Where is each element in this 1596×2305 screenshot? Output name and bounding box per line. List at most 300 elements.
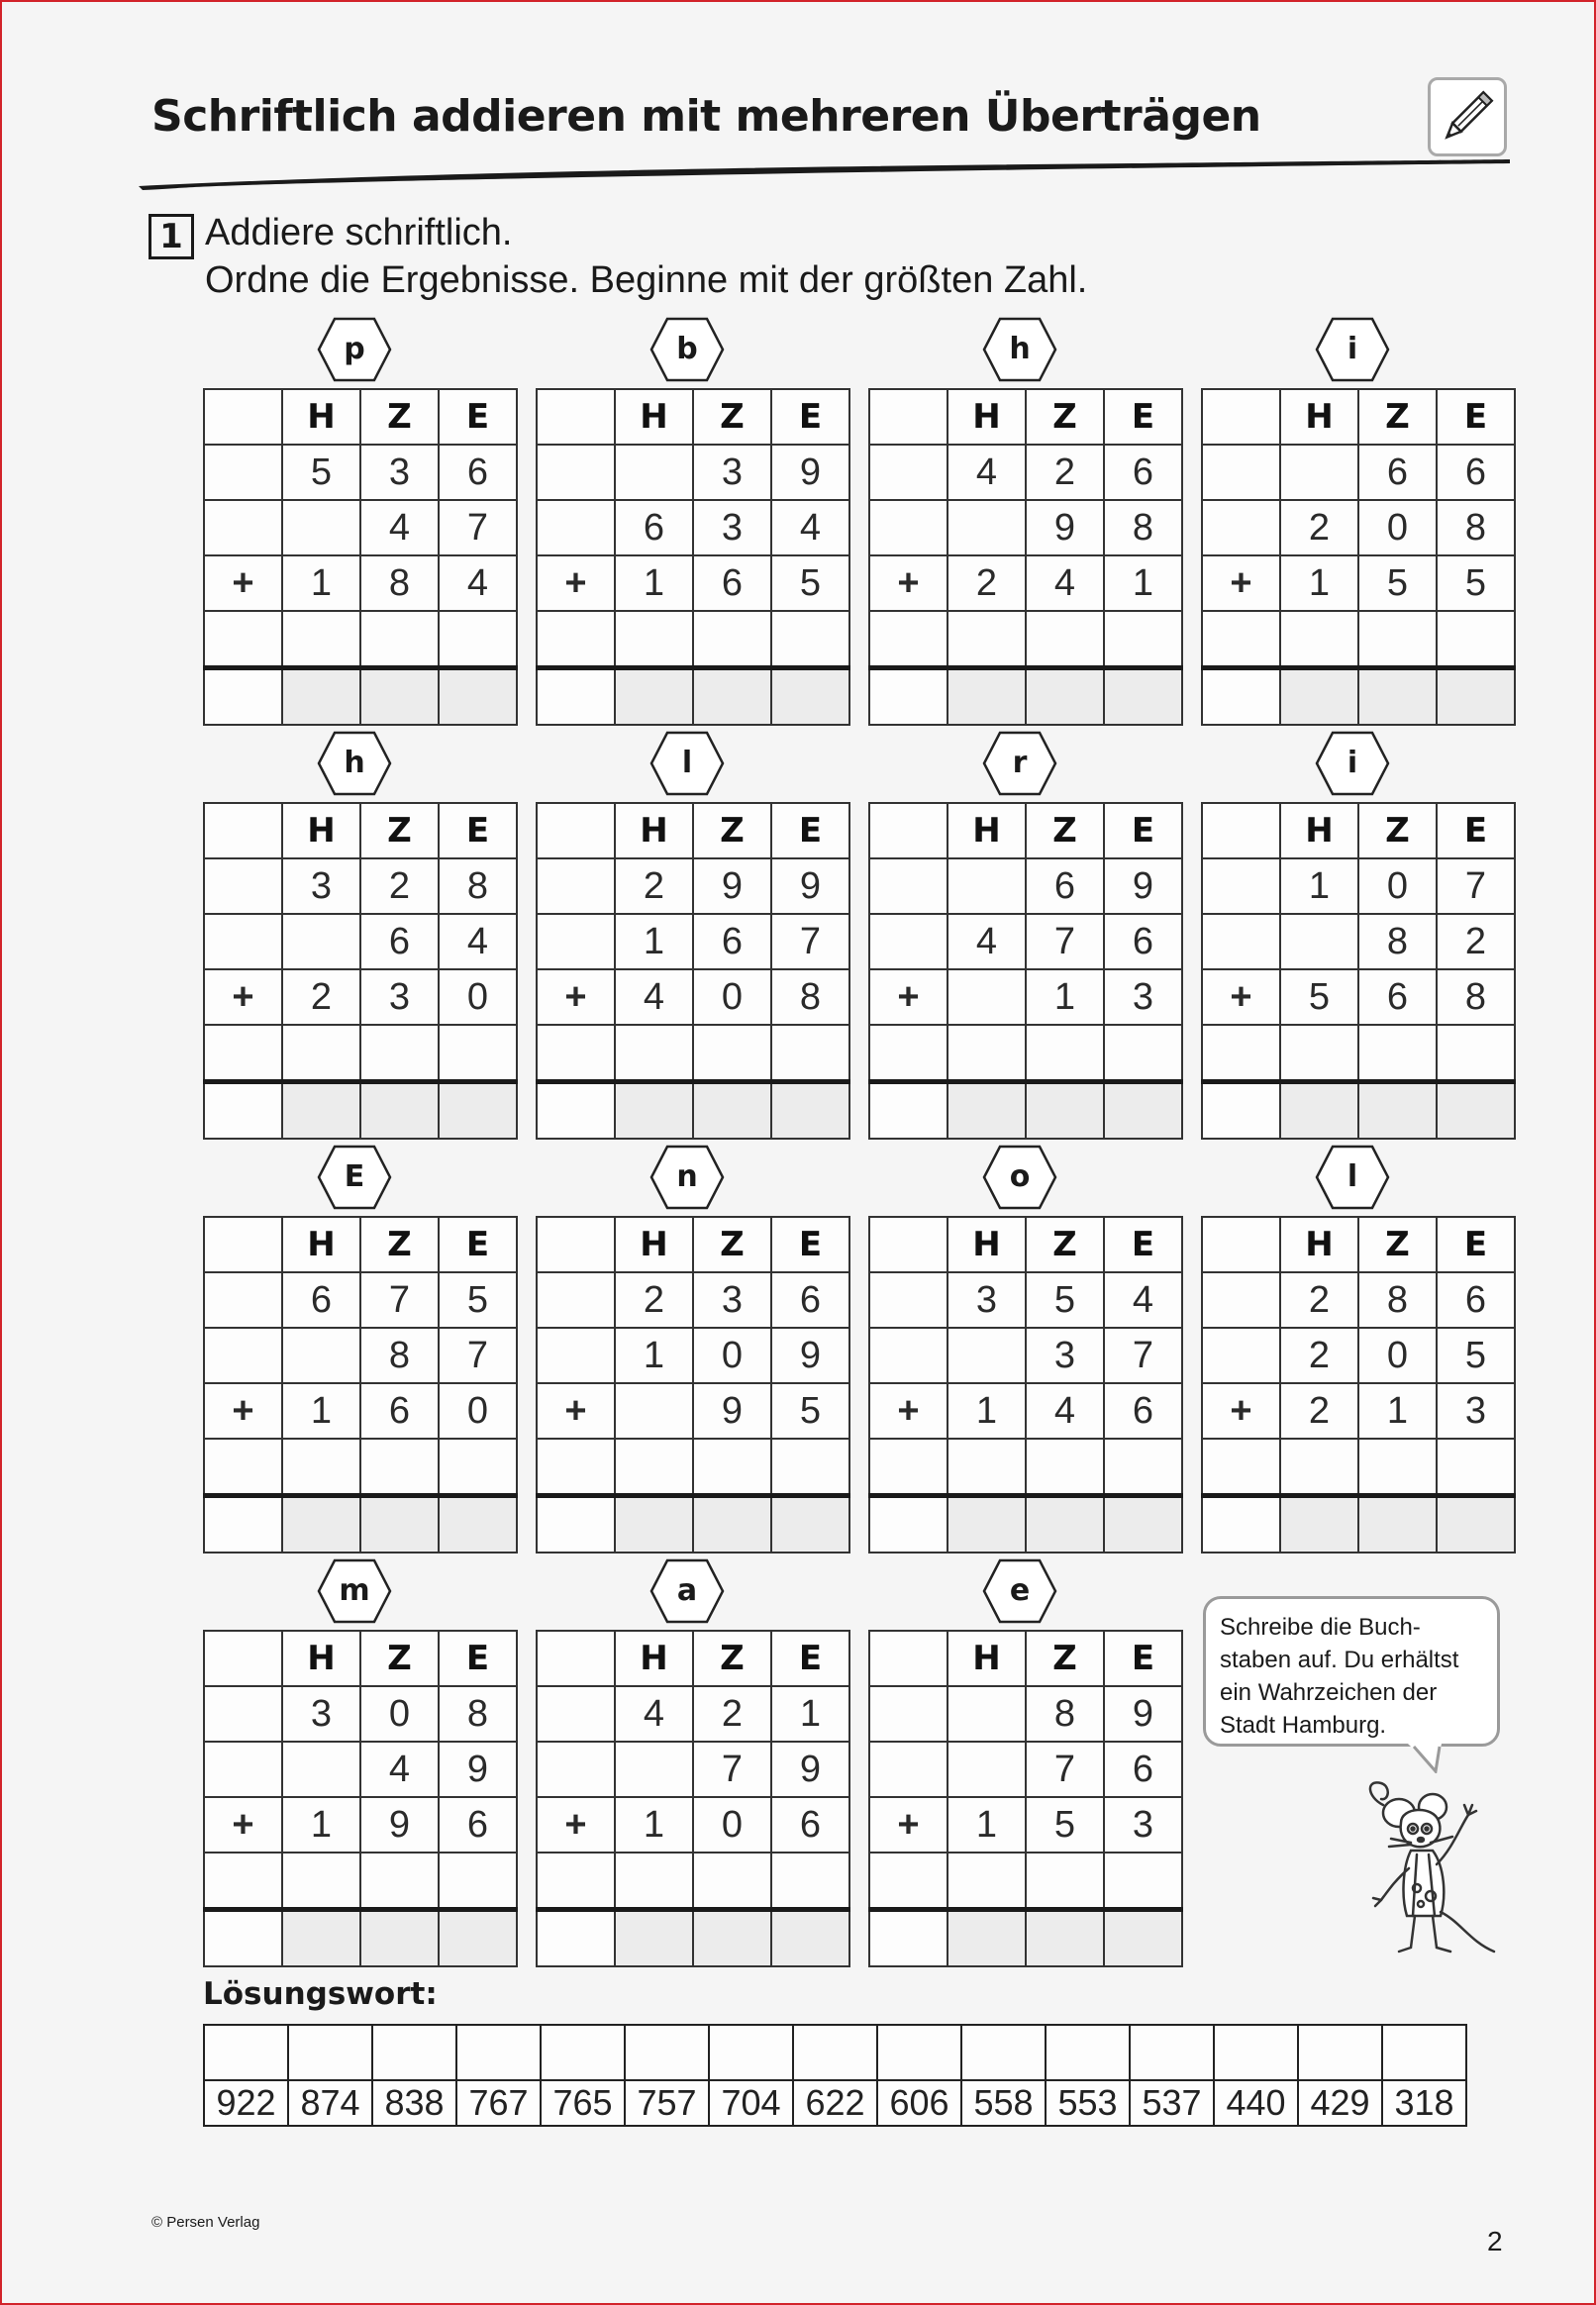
carry-cell[interactable]: [615, 611, 693, 668]
carry-cell[interactable]: [869, 1025, 948, 1082]
digit-cell: 0: [1358, 858, 1437, 914]
operator-cell: [869, 1686, 948, 1742]
digit-cell: 2: [360, 858, 439, 914]
operator-cell: +: [537, 1383, 615, 1439]
letter-tag: [315, 315, 394, 384]
operator-cell: [869, 1272, 948, 1328]
column-header: Z: [693, 803, 771, 858]
sum-cell[interactable]: [1280, 668, 1358, 726]
solution-letter-cell[interactable]: [1046, 2025, 1130, 2080]
carry-cell[interactable]: [439, 1439, 517, 1496]
digit-cell: 3: [282, 858, 360, 914]
sum-cell[interactable]: [439, 1910, 517, 1967]
digit-cell: 4: [771, 500, 849, 555]
solution-number-cell: 558: [961, 2080, 1046, 2126]
carry-cell[interactable]: [869, 611, 948, 668]
carry-cell[interactable]: [948, 1439, 1026, 1496]
addition-grid: [203, 388, 518, 726]
solution-number-cell: 429: [1298, 2080, 1382, 2126]
operator-cell: [869, 500, 948, 555]
carry-cell[interactable]: [1437, 1439, 1515, 1496]
addition-grid: [868, 1216, 1183, 1553]
digit-cell: 2: [1280, 500, 1358, 555]
carry-cell[interactable]: [282, 1025, 360, 1082]
solution-letter-cell[interactable]: [456, 2025, 541, 2080]
sum-cell[interactable]: [693, 1496, 771, 1553]
operator-cell: +: [1202, 1383, 1280, 1439]
digit-cell: 2: [693, 1686, 771, 1742]
sum-cell[interactable]: [360, 1082, 439, 1140]
letter-tag: [648, 729, 727, 798]
operator-cell: [204, 1742, 282, 1797]
digit-cell: 1: [1280, 858, 1358, 914]
sum-cell[interactable]: [869, 1082, 948, 1140]
carry-cell[interactable]: [537, 611, 615, 668]
digit-cell: 8: [360, 1328, 439, 1383]
letter-tag: [648, 315, 727, 384]
carry-cell[interactable]: [1358, 611, 1437, 668]
digit-cell: 8: [1358, 914, 1437, 969]
solution-letter-cell[interactable]: [793, 2025, 877, 2080]
digit-cell: 6: [1104, 914, 1182, 969]
digit-cell: 7: [1104, 1328, 1182, 1383]
carry-cell[interactable]: [615, 1025, 693, 1082]
task-instruction-2: Ordne die Ergebnisse. Beginne mit der größten Zahl.: [205, 259, 1088, 301]
carry-cell[interactable]: [1358, 1025, 1437, 1082]
solution-letter-cell[interactable]: [1214, 2025, 1298, 2080]
sum-cell[interactable]: [948, 668, 1026, 726]
carry-cell[interactable]: [537, 1025, 615, 1082]
solution-letter-cell[interactable]: [372, 2025, 456, 2080]
addition-grid: [536, 1216, 850, 1553]
solution-letter-cell[interactable]: [1382, 2025, 1466, 2080]
sum-cell[interactable]: [693, 1910, 771, 1967]
carry-cell[interactable]: [1437, 611, 1515, 668]
hint-speech-bubble: [1203, 1596, 1500, 1747]
digit-cell: 2: [615, 858, 693, 914]
carry-cell[interactable]: [360, 1025, 439, 1082]
column-header: Z: [1026, 389, 1104, 445]
carry-cell[interactable]: [771, 611, 849, 668]
carry-cell[interactable]: [1104, 1439, 1182, 1496]
sum-cell[interactable]: [1437, 668, 1515, 726]
sum-cell[interactable]: [869, 1496, 948, 1553]
digit-cell: 2: [1437, 914, 1515, 969]
column-header: Z: [1358, 1217, 1437, 1272]
addition-grid: [868, 1630, 1183, 1967]
operator-cell: +: [869, 1797, 948, 1853]
column-header: Z: [360, 1631, 439, 1686]
digit-cell: 0: [693, 1328, 771, 1383]
column-header: H: [948, 389, 1026, 445]
carry-cell[interactable]: [1104, 1025, 1182, 1082]
sum-cell[interactable]: [360, 1496, 439, 1553]
column-header: H: [615, 1631, 693, 1686]
sum-cell[interactable]: [282, 668, 360, 726]
digit-cell: [1280, 445, 1358, 500]
digit-cell: 1: [615, 914, 693, 969]
operator-cell: [537, 1272, 615, 1328]
column-header: H: [282, 1217, 360, 1272]
sum-cell[interactable]: [615, 1910, 693, 1967]
carry-cell[interactable]: [1202, 611, 1280, 668]
operator-cell: [869, 914, 948, 969]
operator-cell: [537, 914, 615, 969]
carry-cell[interactable]: [615, 1853, 693, 1910]
letter-tag-label: r: [1012, 746, 1028, 780]
sum-cell[interactable]: [693, 668, 771, 726]
carry-cell[interactable]: [948, 611, 1026, 668]
operator-cell: +: [204, 555, 282, 611]
digit-cell: 1: [948, 1797, 1026, 1853]
carry-cell[interactable]: [693, 1025, 771, 1082]
carry-cell[interactable]: [771, 1025, 849, 1082]
operator-cell: +: [1202, 969, 1280, 1025]
addition-grid: [203, 1216, 518, 1553]
digit-cell: 6: [615, 500, 693, 555]
digit-cell: 4: [615, 1686, 693, 1742]
sum-cell[interactable]: [771, 668, 849, 726]
grid-cell: [204, 803, 282, 858]
digit-cell: [615, 1742, 693, 1797]
solution-number-cell: 606: [877, 2080, 961, 2126]
carry-cell[interactable]: [1202, 1025, 1280, 1082]
sum-cell[interactable]: [1026, 1082, 1104, 1140]
digit-cell: 9: [1026, 500, 1104, 555]
sum-cell[interactable]: [948, 1910, 1026, 1967]
carry-cell[interactable]: [1202, 1439, 1280, 1496]
letter-tag-label: i: [1347, 746, 1358, 780]
carry-cell[interactable]: [693, 1439, 771, 1496]
digit-cell: 8: [439, 1686, 517, 1742]
digit-cell: 7: [1026, 1742, 1104, 1797]
digit-cell: 2: [615, 1272, 693, 1328]
column-header: H: [948, 1631, 1026, 1686]
sum-cell[interactable]: [537, 1082, 615, 1140]
carry-cell[interactable]: [204, 611, 282, 668]
sum-cell[interactable]: [869, 1910, 948, 1967]
sum-cell[interactable]: [1104, 668, 1182, 726]
carry-cell[interactable]: [439, 1025, 517, 1082]
mouse-mascot-icon: [1361, 1777, 1510, 1975]
sum-cell[interactable]: [771, 1082, 849, 1140]
column-header: E: [771, 803, 849, 858]
column-header: H: [1280, 389, 1358, 445]
addition-grid: [536, 802, 850, 1140]
digit-cell: 6: [771, 1797, 849, 1853]
sum-cell[interactable]: [948, 1082, 1026, 1140]
sum-cell[interactable]: [204, 1910, 282, 1967]
operator-cell: [1202, 1272, 1280, 1328]
carry-cell[interactable]: [1104, 1853, 1182, 1910]
operator-cell: [204, 445, 282, 500]
digit-cell: [948, 1686, 1026, 1742]
letter-tag: [1313, 729, 1392, 798]
letter-tag: [648, 1143, 727, 1212]
column-header: H: [615, 803, 693, 858]
carry-cell[interactable]: [693, 611, 771, 668]
digit-cell: 1: [771, 1686, 849, 1742]
sum-cell[interactable]: [1358, 1496, 1437, 1553]
digit-cell: 5: [1437, 1328, 1515, 1383]
carry-cell[interactable]: [537, 1439, 615, 1496]
sum-cell[interactable]: [1280, 1082, 1358, 1140]
digit-cell: 2: [1280, 1383, 1358, 1439]
carry-cell[interactable]: [282, 1853, 360, 1910]
sum-cell[interactable]: [1437, 1496, 1515, 1553]
digit-cell: 7: [693, 1742, 771, 1797]
digit-cell: 4: [360, 500, 439, 555]
sum-cell[interactable]: [693, 1082, 771, 1140]
solution-letter-cell[interactable]: [1130, 2025, 1214, 2080]
digit-cell: 4: [1104, 1272, 1182, 1328]
carry-cell[interactable]: [771, 1439, 849, 1496]
digit-cell: 9: [771, 1328, 849, 1383]
sum-cell[interactable]: [439, 1082, 517, 1140]
grid-cell: [1202, 389, 1280, 445]
digit-cell: 8: [1358, 1272, 1437, 1328]
digit-cell: 0: [1358, 500, 1437, 555]
sum-cell[interactable]: [869, 668, 948, 726]
carry-cell[interactable]: [360, 1439, 439, 1496]
grid-cell: [869, 1631, 948, 1686]
operator-cell: [1202, 445, 1280, 500]
digit-cell: 5: [1026, 1272, 1104, 1328]
digit-cell: 3: [360, 445, 439, 500]
digit-cell: 6: [693, 914, 771, 969]
carry-cell[interactable]: [282, 611, 360, 668]
sum-cell[interactable]: [360, 668, 439, 726]
solution-number-cell: 622: [793, 2080, 877, 2126]
column-header: E: [439, 389, 517, 445]
digit-cell: 6: [360, 1383, 439, 1439]
letter-tag-label: m: [339, 1573, 370, 1608]
carry-cell[interactable]: [693, 1853, 771, 1910]
digit-cell: 4: [360, 1742, 439, 1797]
sum-cell[interactable]: [771, 1910, 849, 1967]
hint-line: Schreibe die Buch-: [1220, 1614, 1421, 1641]
digit-cell: 3: [1437, 1383, 1515, 1439]
digit-cell: 9: [360, 1797, 439, 1853]
digit-cell: 6: [439, 445, 517, 500]
sum-cell[interactable]: [537, 1910, 615, 1967]
solution-table: [203, 2024, 1467, 2127]
digit-cell: 8: [1437, 969, 1515, 1025]
digit-cell: 5: [439, 1272, 517, 1328]
sum-cell[interactable]: [615, 668, 693, 726]
carry-cell[interactable]: [1280, 611, 1358, 668]
operator-cell: [204, 1328, 282, 1383]
solution-number-cell: 767: [456, 2080, 541, 2126]
sum-cell[interactable]: [282, 1496, 360, 1553]
carry-cell[interactable]: [360, 611, 439, 668]
operator-cell: [204, 1686, 282, 1742]
solution-number-cell: 922: [204, 2080, 288, 2126]
carry-cell[interactable]: [1437, 1025, 1515, 1082]
sum-cell[interactable]: [282, 1910, 360, 1967]
grid-cell: [869, 803, 948, 858]
solution-letter-cell[interactable]: [877, 2025, 961, 2080]
digit-cell: [948, 500, 1026, 555]
digit-cell: 6: [693, 555, 771, 611]
digit-cell: 2: [1026, 445, 1104, 500]
solution-number-cell: 537: [1130, 2080, 1214, 2126]
carry-cell[interactable]: [1358, 1439, 1437, 1496]
carry-cell[interactable]: [1026, 611, 1104, 668]
sum-cell[interactable]: [1202, 1082, 1280, 1140]
solution-letter-cell[interactable]: [625, 2025, 709, 2080]
digit-cell: 6: [1358, 969, 1437, 1025]
digit-cell: 6: [1104, 445, 1182, 500]
letter-tag-label: p: [344, 332, 365, 366]
sum-cell[interactable]: [1104, 1082, 1182, 1140]
carry-cell[interactable]: [1280, 1025, 1358, 1082]
operator-cell: +: [1202, 555, 1280, 611]
carry-cell[interactable]: [1026, 1439, 1104, 1496]
operator-cell: [869, 858, 948, 914]
carry-cell[interactable]: [948, 1025, 1026, 1082]
solution-letter-cell[interactable]: [961, 2025, 1046, 2080]
digit-cell: 1: [948, 1383, 1026, 1439]
task-number: 1: [149, 214, 194, 259]
column-header: Z: [1358, 389, 1437, 445]
column-header: Z: [1026, 803, 1104, 858]
sum-cell[interactable]: [771, 1496, 849, 1553]
hint-line: ein Wahrzeichen der: [1220, 1679, 1438, 1706]
sum-cell[interactable]: [204, 668, 282, 726]
digit-cell: 3: [693, 1272, 771, 1328]
carry-cell[interactable]: [948, 1853, 1026, 1910]
solution-number-cell: 757: [625, 2080, 709, 2126]
digit-cell: 1: [1358, 1383, 1437, 1439]
column-header: Z: [360, 389, 439, 445]
sum-cell[interactable]: [1202, 1496, 1280, 1553]
digit-cell: [282, 500, 360, 555]
carry-cell[interactable]: [204, 1853, 282, 1910]
column-header: H: [282, 803, 360, 858]
carry-cell[interactable]: [537, 1853, 615, 1910]
sum-cell[interactable]: [1358, 1082, 1437, 1140]
column-header: H: [615, 1217, 693, 1272]
sum-cell[interactable]: [948, 1496, 1026, 1553]
solution-letter-cell[interactable]: [1298, 2025, 1382, 2080]
column-header: E: [1104, 1217, 1182, 1272]
sum-cell[interactable]: [615, 1082, 693, 1140]
carry-cell[interactable]: [1104, 611, 1182, 668]
sum-cell[interactable]: [439, 668, 517, 726]
letter-tag-label: a: [676, 1573, 698, 1608]
carry-cell[interactable]: [282, 1439, 360, 1496]
carry-cell[interactable]: [204, 1025, 282, 1082]
digit-cell: 6: [1358, 445, 1437, 500]
digit-cell: 3: [282, 1686, 360, 1742]
digit-cell: 6: [1437, 1272, 1515, 1328]
grid-cell: [204, 389, 282, 445]
letter-tag: [1313, 315, 1392, 384]
digit-cell: 9: [771, 445, 849, 500]
sum-cell[interactable]: [1280, 1496, 1358, 1553]
digit-cell: 6: [1104, 1742, 1182, 1797]
sum-cell[interactable]: [1104, 1496, 1182, 1553]
column-header: H: [282, 389, 360, 445]
grid-cell: [537, 803, 615, 858]
sum-cell[interactable]: [537, 1496, 615, 1553]
addition-grid: [1201, 1216, 1516, 1553]
carry-cell[interactable]: [439, 611, 517, 668]
carry-cell[interactable]: [771, 1853, 849, 1910]
solution-number-cell: 553: [1046, 2080, 1130, 2126]
digit-cell: 8: [1104, 500, 1182, 555]
letter-tag-label: i: [1347, 332, 1358, 366]
sum-cell[interactable]: [1026, 1910, 1104, 1967]
carry-cell[interactable]: [1026, 1853, 1104, 1910]
column-header: E: [1104, 803, 1182, 858]
bubble-tail: [1406, 1744, 1446, 1773]
digit-cell: 8: [1026, 1686, 1104, 1742]
addition-grid: [203, 802, 518, 1140]
digit-cell: 5: [771, 555, 849, 611]
sum-cell[interactable]: [282, 1082, 360, 1140]
digit-cell: 6: [1026, 858, 1104, 914]
operator-cell: +: [537, 555, 615, 611]
operator-cell: [1202, 500, 1280, 555]
sum-cell[interactable]: [1358, 668, 1437, 726]
digit-cell: 7: [360, 1272, 439, 1328]
carry-cell[interactable]: [869, 1439, 948, 1496]
sum-cell[interactable]: [1026, 1496, 1104, 1553]
digit-cell: 4: [439, 914, 517, 969]
operator-cell: [869, 1742, 948, 1797]
digit-cell: 0: [1358, 1328, 1437, 1383]
digit-cell: [615, 445, 693, 500]
addition-grid: [868, 802, 1183, 1140]
letter-tag-label: l: [1347, 1159, 1358, 1194]
digit-cell: 4: [615, 969, 693, 1025]
solution-letter-cell[interactable]: [541, 2025, 625, 2080]
carry-cell[interactable]: [1026, 1025, 1104, 1082]
digit-cell: 3: [1104, 969, 1182, 1025]
letter-tag: [315, 729, 394, 798]
digit-cell: 1: [1104, 555, 1182, 611]
digit-cell: 2: [1280, 1272, 1358, 1328]
carry-cell[interactable]: [615, 1439, 693, 1496]
sum-cell[interactable]: [537, 668, 615, 726]
operator-cell: [204, 858, 282, 914]
digit-cell: [1280, 914, 1358, 969]
carry-cell[interactable]: [869, 1853, 948, 1910]
sum-cell[interactable]: [439, 1496, 517, 1553]
carry-cell[interactable]: [204, 1439, 282, 1496]
solution-letter-cell[interactable]: [709, 2025, 793, 2080]
letter-tag: [648, 1556, 727, 1626]
digit-cell: 1: [615, 555, 693, 611]
carry-cell[interactable]: [1280, 1439, 1358, 1496]
sum-cell[interactable]: [1026, 668, 1104, 726]
sum-cell[interactable]: [615, 1496, 693, 1553]
carry-cell[interactable]: [360, 1853, 439, 1910]
carry-cell[interactable]: [439, 1853, 517, 1910]
sum-cell[interactable]: [204, 1082, 282, 1140]
solution-letter-cell[interactable]: [288, 2025, 372, 2080]
sum-cell[interactable]: [360, 1910, 439, 1967]
digit-cell: 7: [1026, 914, 1104, 969]
digit-cell: [948, 969, 1026, 1025]
sum-cell[interactable]: [1202, 668, 1280, 726]
solution-letter-cell[interactable]: [204, 2025, 288, 2080]
sum-cell[interactable]: [204, 1496, 282, 1553]
sum-cell[interactable]: [1437, 1082, 1515, 1140]
sum-cell[interactable]: [1104, 1910, 1182, 1967]
